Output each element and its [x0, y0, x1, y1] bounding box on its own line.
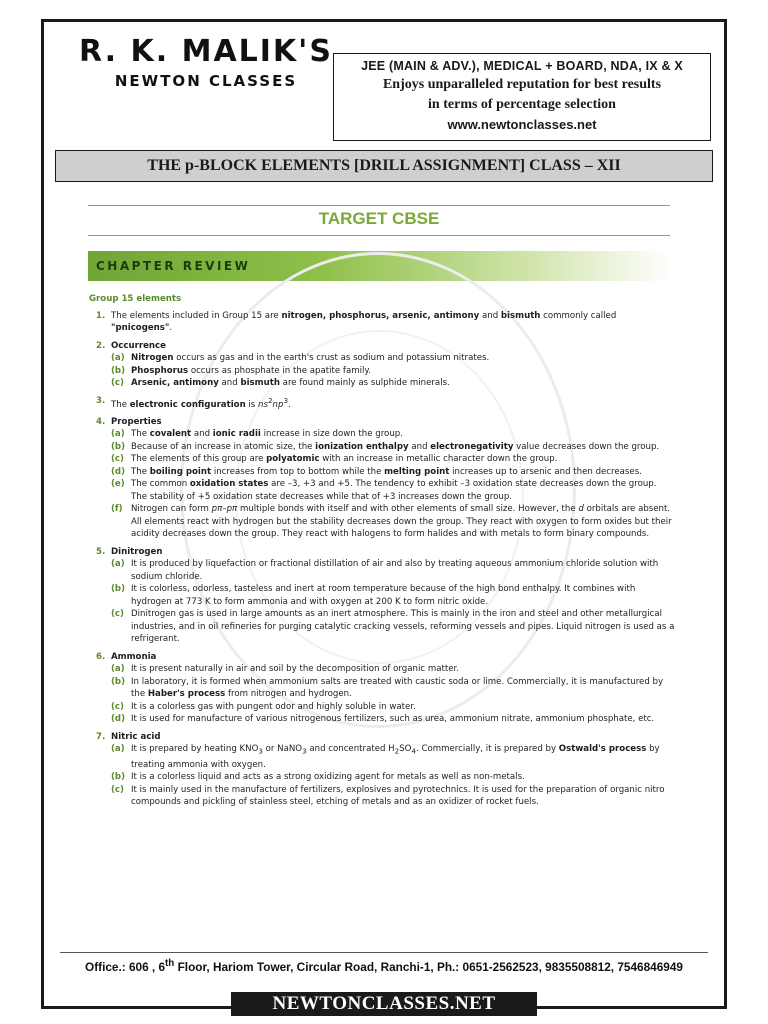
sub-point-text: The boiling point increases from top to bottom while the melting point increases up to arsenic and then decreases.: [131, 466, 642, 477]
list-item: [89, 395, 675, 411]
list-item: [89, 546, 675, 646]
sub-point: [111, 503, 675, 541]
sub-point: [111, 608, 675, 646]
sub-point-text: It is mainly used in the manufacture of fertilizers, explosives and pyrotechnics. It is used for the preparation of organic nitro compounds and pickling of stainless steel, etching of metals and as an oxidizer of rocket fuels.: [131, 784, 665, 808]
item-number: 2.: [96, 340, 106, 351]
sub-point-letter: (f): [111, 504, 123, 515]
divider-bottom: [88, 235, 670, 236]
sub-point-letter: (b): [111, 365, 126, 376]
list-item: [89, 651, 675, 726]
sub-point-text: Phosphorus occurs as phosphate in the apatite family.: [131, 365, 371, 376]
sub-point-text: It is colorless, odorless, tasteless and inert at room temperature because of the high bond enthalpy. It combines with hydrogen at 773 K to form ammonia and with oxygen at 200 K to form nitric oxide.: [131, 584, 636, 607]
sub-point-letter: (c): [111, 609, 124, 620]
item-list: [89, 310, 675, 809]
sub-point: [111, 453, 675, 466]
brand-logo: [76, 36, 336, 90]
sub-point: [111, 701, 675, 714]
sub-point-text: Dinitrogen gas is used in large amounts as an inert atmosphere. This is mainly in the iron and steel and other metallurgical industries, and in oil refineries for purging catalytic cracking vessels, reforming vessels and pipes. Liquid nitrogen is used as a refrigerant.: [131, 609, 675, 645]
sub-point-text: Nitrogen occurs as gas and in the earth's crust as sodium and potassium nitrates.: [131, 353, 490, 363]
sub-point-letter: (b): [111, 772, 126, 783]
document-title: THE p-BLOCK ELEMENTS [DRILL ASSIGNMENT] CLASS – XII: [55, 150, 713, 182]
list-item: [89, 340, 675, 390]
item-title: Occurrence: [111, 340, 166, 351]
list-item: [89, 416, 675, 541]
sub-point-text: Nitrogen can form pπ–pπ multiple bonds with itself and with other elements of small size. However, the d orbitals are absent. All elements react with hydrogen but the stability decreases down the group. They react with oxygen to form oxides but their acidity decreases down the group. They react with halogens to form halides and with metals to form binary compounds.: [131, 504, 672, 540]
sub-point: [111, 558, 675, 583]
sub-point-letter: (d): [111, 714, 126, 725]
sub-point-letter: (a): [111, 559, 125, 570]
chapter-content: [89, 293, 675, 814]
sub-point-letter: (c): [111, 784, 124, 795]
sub-point-text: It is present naturally in air and soil by the decomposition of organic matter.: [131, 664, 459, 675]
brand-title: R. K. MALIK'S: [79, 34, 333, 69]
sub-point-letter: (a): [111, 664, 125, 675]
sub-point: [111, 583, 675, 608]
website-link[interactable]: www.newtonclasses.net: [447, 117, 597, 132]
sub-point-letter: (b): [111, 441, 126, 452]
sub-point-text: The covalent and ionic radii increase in size down the group.: [131, 429, 403, 440]
sub-point-letter: (a): [111, 429, 125, 440]
sub-point: [111, 466, 675, 479]
brand-subtitle: NEWTON CLASSES: [114, 72, 298, 90]
sub-point: [111, 663, 675, 676]
info-box: [333, 53, 711, 141]
sub-point-letter: (b): [111, 676, 126, 687]
sub-point: [111, 676, 675, 701]
sub-point: [111, 713, 675, 726]
sub-point: [111, 352, 675, 365]
sub-point: [111, 771, 675, 784]
sub-point-text: Arsenic, antimony and bismuth are found mainly as sulphide minerals.: [131, 378, 450, 388]
list-item: [89, 310, 675, 335]
chapter-review-banner: [88, 251, 670, 281]
sub-point: [111, 441, 675, 454]
sub-point-text: It is a colorless liquid and acts as a strong oxidizing agent for metals as well as non-metals.: [131, 772, 525, 783]
sub-point-letter: (c): [111, 454, 124, 465]
sub-point-text: In laboratory, it is formed when ammonium salts are treated with caustic soda or lime. Commercially, it is manufactured by the Haber's process from nitrogen and hydrogen.: [131, 676, 664, 700]
item-title: Ammonia: [111, 651, 157, 662]
sub-point-text: It is prepared by heating $KNO_3$ or NaNO$_3$ and concentrated $H_2SO_4$. Commercially, it is prepared by Ostwald's process by treating ammonia with oxygen.: [131, 744, 660, 770]
sub-point: [111, 428, 675, 441]
sub-point-letter: (c): [111, 701, 124, 712]
sub-point-text: The elements of this group are polyatomic with an increase in metallic character down the group.: [131, 454, 558, 465]
sub-point-letter: (d): [111, 466, 126, 477]
sub-point-text: It is produced by liquefaction or fractional distillation of air and also by treating aqueous ammonium chloride solution with sodium chloride.: [131, 559, 659, 582]
sub-point-letter: (a): [111, 744, 125, 755]
item-text: The elements included in Group 15 are nitrogen, phosphorus, arsenic, antimony and bismuth commonly called "pnicogens".: [111, 310, 617, 333]
office-address: Office.: 606 , 6th Floor, Hariom Tower, Circular Road, Ranchi-1, Ph.: 0651-2562523, 9835508812, 7546846949: [85, 958, 683, 974]
list-item: [89, 731, 675, 809]
item-number: 1.: [96, 310, 106, 321]
sub-point-letter: (c): [111, 378, 124, 388]
info-tagline-1: Enjoys unparalleled reputation for best results: [382, 77, 662, 92]
divider-top: [88, 205, 670, 206]
sub-point-text: Because of an increase in atomic size, the ionization enthalpy and electronegativity value decreases down the group.: [131, 441, 660, 452]
sub-point-letter: (a): [111, 353, 125, 363]
item-title: Properties: [111, 416, 162, 427]
item-number: 3.: [96, 395, 106, 406]
sub-point-text: The common oxidation states are –3, +3 and +5. The tendency to exhibit –3 oxidation state decreases down the group. The stability of +5 oxidation state decreases while that of +3 increases down the group.: [131, 479, 657, 502]
sub-point: [111, 478, 675, 503]
sub-point: [111, 743, 675, 771]
sub-point-text: It is used for manufacture of various nitrogenous fertilizers, such as urea, ammonium nitrate, ammonium phosphate, etc.: [131, 714, 655, 725]
sub-point: [111, 365, 675, 378]
sub-point: [111, 784, 675, 809]
website-footer-bar[interactable]: NEWTONCLASSES.NET: [231, 992, 537, 1016]
chapter-review-label: CHAPTER REVIEW: [96, 259, 251, 273]
item-text: The electronic configuration is $ns^2np^3$.: [111, 395, 291, 410]
item-title: Nitric acid: [111, 731, 161, 742]
item-number: 6.: [96, 651, 106, 662]
sub-point: [111, 377, 675, 390]
sub-point-letter: (e): [111, 479, 125, 490]
item-number: 5.: [96, 546, 106, 557]
target-heading: TARGET CBSE: [318, 209, 440, 228]
info-tagline-2: in terms of percentage selection: [428, 97, 616, 112]
group-heading: Group 15 elements: [89, 294, 182, 304]
item-number: 4.: [96, 416, 106, 427]
sub-point-text: It is a colorless gas with pungent odor and highly soluble in water.: [131, 701, 416, 712]
sub-point-letter: (b): [111, 584, 126, 595]
info-courses: JEE (MAIN & ADV.), MEDICAL + BOARD, NDA, IX & X: [361, 59, 683, 73]
footer-divider: [60, 952, 708, 953]
item-number: 7.: [96, 731, 106, 742]
item-title: Dinitrogen: [111, 546, 163, 557]
